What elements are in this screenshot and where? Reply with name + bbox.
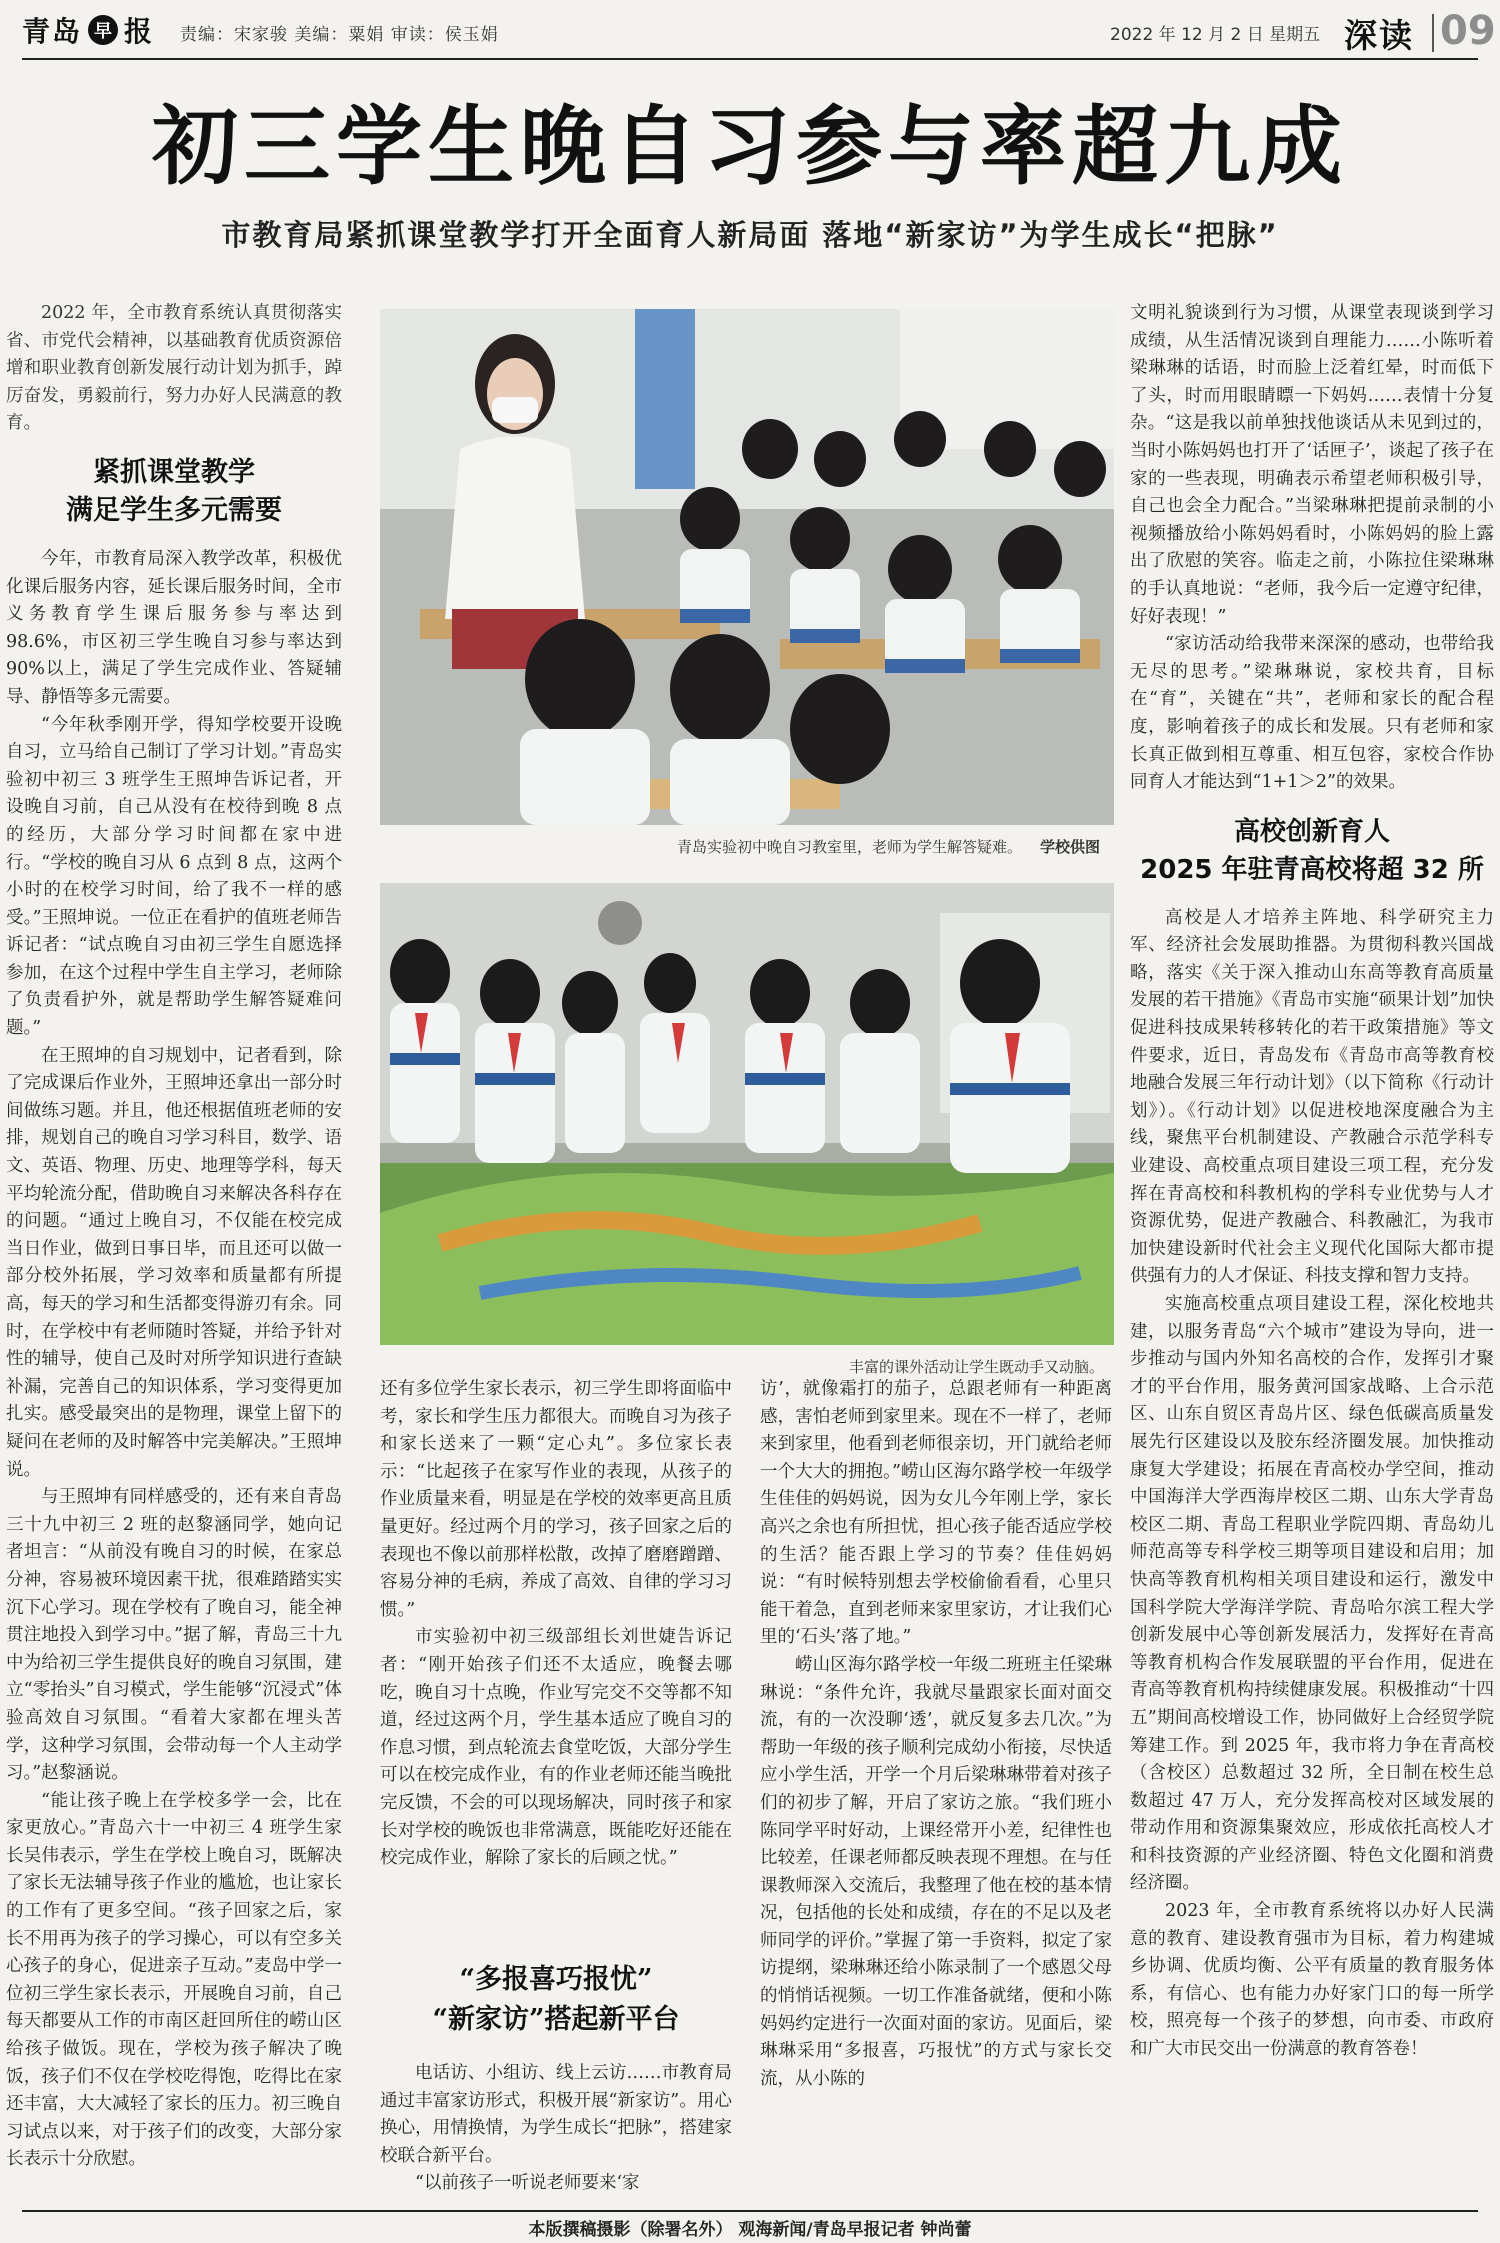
activity-photo-illustration	[380, 883, 1114, 1345]
body-paragraph: “以前孩子一听说老师要来‘家	[415, 2173, 640, 2194]
body-paragraph: 还有多位学生家长表示，初三学生即将面临中考，家长和学生压力都很大。而晚自习为孩子和家长送来了一颗“定心丸”。多位家长表示：“比起孩子在家写作业的表现，从孩子的作业质量来看，明显是在学校的效率更高且质量更好。经过两个月的学习，孩子回家之后的表现也不像以前那样松散，改掉了磨磨蹭蹭、容易分神的毛病，养成了高效、自律的学习习惯。”	[380, 1379, 732, 1620]
brand-name: 青岛	[22, 15, 83, 48]
body-paragraph: “今年秋季刚开学，得知学校要开设晚自习，立马给自己制订了学习计划。”青岛实验初中初三 3 班学生王照坤告诉记者，开设晚自习前，自己从没有在校待到晚 8 点的经历，大部分学习时间都在家中进行。“学校的晚自习从 6 点到 8 点，这两个小时的在校学习时间，给了我不一样的感受。”王照坤说。一位正在看护的值班老师告诉记者：“试点晚自习由初三学生自愿选择参加，在这个过程中学生自主学习，老师除了负责看护外，就是帮助学生解答疑难问题。”	[6, 714, 342, 1039]
body-paragraph: 高校是人才培养主阵地、科学研究主力军、经济社会发展助推器。为贯彻科教兴国战略，落实《关于深入推动山东高等教育高质量发展的若干措施》《青岛市实施“硕果计划”加快促进科技成果转移转化的若干政策措施》等文件要求，近日，青岛发布《青岛市高等教育校地融合发展三年行动计划》（以下简称《行动计划》）。《行动计划》以促进校地深度融合为主线，聚焦平台机制建设、产教融合示范学科专业建设、高校重点项目建设三项工程，充分发挥在青高校和科教机构的学科专业优势与人才资源优势，促进产教融合、科教融汇，为我市加快建设新时代社会主义现代化国际大都市提供强有力的人才保证、科技支撑和智力支持。	[1130, 907, 1494, 1287]
body-paragraph: 电话访、小组访、线上云访……市教育局通过丰富家访形式，积极开展“新家访”。用心换心，用情换情，为学生成长“把脉”，搭建家校联合新平台。	[380, 2063, 732, 2166]
photo1-credit: 学校供图	[1039, 838, 1100, 856]
body-paragraph: 在王照坤的自习规划中，记者看到，除了完成课后作业外，王照坤还拿出一部分时间做练习题。并且，他还根据值班老师的安排，规划自己的晚自习学习科目，数学、语文、英语、物理、历史、地理等学科，每天平均轮流分配，借助晚自习来解决各科存在的问题。“通过上晚自习，不仅能在校完成当日作业，做到日事日毕，而且还可以做一部分校外拓展，学习效率和质量都有所提高，每天的学习和生活都变得游刃有余。同时，在学校中有老师随时答疑，并给予针对性的辅导，使自己及时对所学知识进行查缺补漏，完善自己的知识体系，学习变得更加扎实。感受最突出的是物理，课堂上留下的疑问在老师的及时解答中完美解决。”王照坤说。	[6, 1045, 342, 1480]
middle-column-1-continued	[380, 2060, 732, 2196]
section-title-universities	[1130, 813, 1494, 889]
main-headline: 初三学生晚自习参与率超九成	[152, 96, 1348, 197]
issue-date: 2022 年 12 月 2 日 星期五	[1110, 25, 1321, 45]
classroom-photo-illustration	[380, 309, 1114, 825]
activity-photo	[380, 883, 1114, 1345]
photo1-caption	[380, 836, 1100, 857]
brand-name-suffix: 报	[124, 15, 153, 48]
body-paragraph: 与王照坤有同样感受的，还有来自青岛三十九中初三 2 班的赵黎涵同学，她向记者坦言：“从前没有晚自习的时候，在家总分神，容易被环境因素干扰，很难踏踏实实沉下心学习。现在学校有了晚自习，能全神贯注地投入到学习中。”据了解，青岛三十九中为给初三学生提供良好的晚自习氛围，建立“零抬头”自习模式，学生能够“沉浸式”体验高效自习氛围。“看着大家都在埋头苦学，这种学习氛围，会带动每一个人主动学习。”赵黎涵说。	[6, 1487, 342, 1784]
page-number: 09	[1440, 8, 1496, 54]
section-title-classroom	[6, 454, 342, 530]
header-rule	[22, 58, 1478, 60]
body-paragraph: 2023 年，全市教育系统将以办好人民满意的教育、建设教育强市为目标，着力构建城乡协调、优质均衡、公平有质量的教育服务体系，有信心、也有能力办好家门口的每一所学校，照亮每一个孩子的梦想，向市委、市政府和广大市民交出一份满意的教育答卷！	[1130, 1901, 1494, 2060]
editor-credits: 责编：宋家骏 美编：粟娟 审读：侯玉娟	[180, 25, 499, 45]
lead-paragraph: 2022 年，全市教育系统认真贯彻落实省、市党代会精神，以基础教育优质资源倍增和职业教育创新发展行动计划为抓手，踔厉奋发，勇毅前行，努力办好人民满意的教育。	[6, 303, 342, 434]
masthead	[22, 8, 1496, 56]
section-title-line: 紧抓课堂教学	[93, 456, 255, 488]
right-column	[1130, 300, 1494, 2195]
body-paragraph: “能让孩子晚上在学校多学一会，比在家更放心。”青岛六十一中初三 4 班学生家长吴伟表示，学生在学校上晚自习，既解决了家长无法辅导孩子作业的尴尬，也让家长的工作有了更多空间。“孩子回家之后，家长不用再为孩子的学习操心，可以有空多关心孩子的身心，促进亲子互动。”麦岛中学一位初三学生家长表示，开展晚自习前，自己每天都要从工作的市南区赶回所住的崂山区给孩子做饭。现在，学校为孩子解决了晚饭，孩子们不仅在学校吃得饱，吃得比在家还丰富，大大减轻了家长的压力。初三晚自习试点以来，对于孩子们的改变，大部分家长表示十分欣慰。	[6, 1790, 342, 2170]
body-paragraph: 文明礼貌谈到行为习惯，从课堂表现谈到学习成绩，从生活情况谈到自理能力……小陈听着梁琳琳的话语，时而脸上泛着红晕，时而低下了头，时而用眼睛瞟一下妈妈……表情十分复杂。“这是我以前单独找他谈话从未见到过的，当时小陈妈妈也打开了‘话匣子’，谈起了孩子在家的一些表现，明确表示希望老师积极引导，自己也会全力配合。”当梁琳琳把提前录制的小视频播放给小陈妈妈看时，小陈妈妈的脸上露出了欣慰的笑容。临走之前，小陈拉住梁琳琳的手认真地说：“老师，我今后一定遵守纪律，好好表现！”	[1130, 303, 1494, 627]
section-title-line: 高校创新育人	[1233, 816, 1390, 847]
footer-credit: 本版撰稿摄影（除署名外） 观海新闻/青岛早报记者 钟尚蕾	[528, 2220, 972, 2240]
classroom-photo	[380, 309, 1114, 825]
body-paragraph: “家访活动给我带来深深的感动，也带给我无尽的思考。”梁琳琳说，家校共育，目标在“育”，关键在“共”，老师和家长的配合程度，影响着孩子的成长和发展。只有老师和家长真正做到相互尊重、相互包容，家校合作协同育人才能达到“1+1＞2”的效果。	[1130, 634, 1494, 793]
photo1-caption-text: 青岛实验初中晚自习教室里，老师为学生解答疑难。	[676, 838, 1022, 856]
body-paragraph: 访’，就像霜打的茄子，总跟老师有一种距离感，害怕老师到家里来。现在不一样了，老师来到家里，他看到老师很亲切，开门就给老师一个大大的拥抱。”崂山区海尔路学校一年级学生佳佳的妈妈说，因为女儿今年刚上学，家长高兴之余也有所担忧，担心孩子能否适应学校的生活？能否跟上学习的节奏？佳佳妈妈说：“有时候特别想去学校偷偷看看，心里只能干着急，直到老师来家里家访，才让我们心里的‘石头’落了地。”	[760, 1379, 1112, 1648]
section-title-home-visit	[380, 1960, 732, 2040]
left-column	[6, 300, 342, 2195]
section-title-line: “多报喜巧报忧”	[459, 1964, 653, 1995]
middle-column-1	[380, 1376, 732, 1956]
section-title-line: “新家访”搭起新平台	[432, 2004, 680, 2035]
middle-column-2	[760, 1376, 1112, 2196]
footer-rule	[22, 2210, 1478, 2212]
brand-logo-icon: 早	[88, 15, 118, 45]
newspaper-brand	[22, 10, 152, 50]
body-paragraph: 今年，市教育局深入教学改革，积极优化课后服务内容，延长课后服务时间，全市义务教育学生课后服务参与率达到 98.6%，市区初三学生晚自习参与率达到 90%以上，满足了学生完成作业、答疑辅导、静悟等多元需要。	[6, 548, 342, 707]
sub-headline: 市教育局紧抓课堂教学打开全面育人新局面 落地“新家访”为学生成长“把脉”	[221, 218, 1279, 252]
section-title-line: 满足学生多元需要	[66, 494, 282, 526]
body-paragraph: 实施高校重点项目建设工程，深化校地共建，以服务青岛“六个城市”建设为导向，进一步推动与国内外知名高校的合作，发挥引才聚才的平台作用，服务黄河国家战略、上合示范区、山东自贸区青岛片区、绿色低碳高质量发展先行区建设以及胶东经济圈发展。加快推动康复大学建设；拓展在青高校办学空间，推动中国海洋大学西海岸校区二期、山东大学青岛校区二期、青岛工程职业学院四期、青岛幼儿师范高等专科学校三期等项目建设和启用；加快高等教育机构相关项目建设和运行，激发中国科学院大学海洋学院、青岛哈尔滨工程大学创新发展中心等创新发展活力，发挥好在青高等教育机构合作发展联盟的平台作用，促进在青高等教育机构持续健康发展。积极推动“十四五”期间高校增设工作，协同做好上合经贸学院筹建工作。到 2025 年，我市将力争在青高校（含校区）总数超过 32 所，全日制在校生总数超过 47 万人，充分发挥高校对区域发展的带动作用和资源集聚效应，形成依托高校人才和科技资源的产业经济圈、特色文化圈和消费经济圈。	[1130, 1294, 1494, 1894]
section-name: 深读	[1344, 16, 1414, 55]
section-title-line: 2025 年驻青高校将超 32 所	[1140, 854, 1484, 885]
header-divider	[1432, 14, 1434, 52]
body-paragraph: 崂山区海尔路学校一年级二班班主任梁琳琳说：“条件允许，我就尽量跟家长面对面交流，有的一次没聊‘透’，就反复多去几次。”为帮助一年级的孩子顺利完成幼小衔接，尽快适应小学生活，开学一个月后梁琳琳带着对孩子们的初步了解，开启了家访之旅。“我们班小陈同学平时好动，上课经常开小差，纪律性也比较差，任课老师都反映表现不理想。在与任课教师深入交流后，我整理了他在校的基本情况，包括他的长处和成绩，存在的不足以及老师同学的评价。”掌握了第一手资料，拟定了家访提纲，梁琳琳还给小陈录制了一个感恩父母的悄悄话视频。一切工作准备就绪，便和小陈妈妈约定进行一次面对面的家访。见面后，梁琳琳采用“多报喜，巧报忧”的方式与家长交流，从小陈的	[760, 1654, 1112, 2089]
body-paragraph: 市实验初中初三级部组长刘世婕告诉记者：“刚开始孩子们还不太适应，晚餐去哪吃，晚自习十点晚，作业写完交不交等都不知道，经过这两个月，学生基本适应了晚自习的作息习惯，到点轮流去食堂吃饭，大部分学生可以在校完成作业，有的作业老师还能当晚批完反馈，不会的可以现场解决，同时孩子和家长对学校的晚饭也非常满意，既能吃好还能在校完成作业，解除了家长的后顾之忧。”	[380, 1627, 732, 1869]
photo2-caption: 丰富的课外活动让学生既动手又动脑。	[848, 1358, 1104, 1376]
